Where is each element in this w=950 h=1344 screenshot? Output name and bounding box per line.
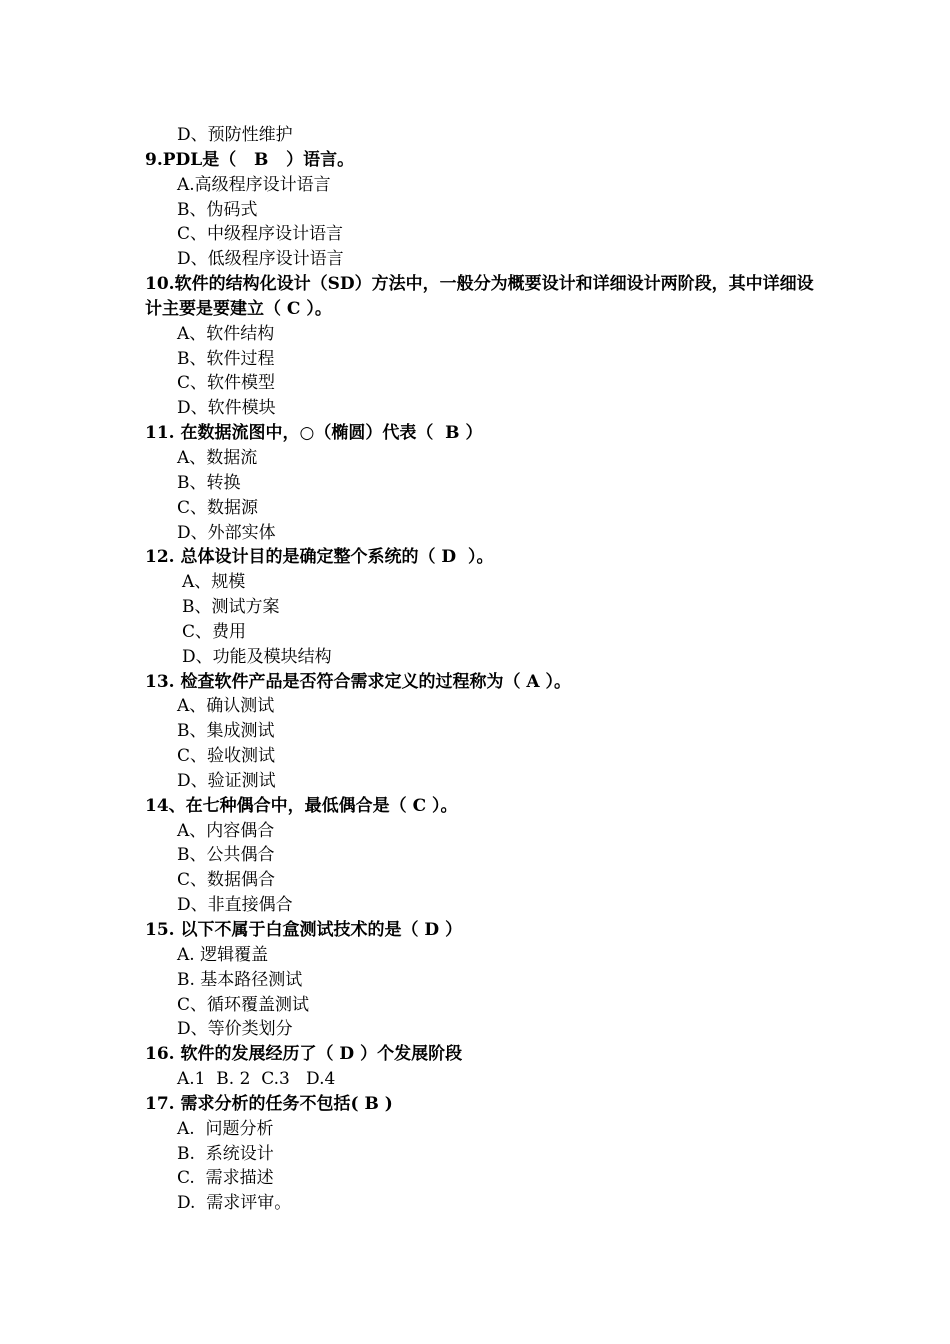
question-line: 14、在七种偶合中，最低偶合是（ C ）。 bbox=[145, 795, 458, 816]
option-line: A、软件结构 bbox=[177, 323, 275, 344]
option-line: A、确认测试 bbox=[177, 696, 275, 717]
option-line: D. 需求评审。 bbox=[177, 1193, 292, 1214]
option-line: D、验证测试 bbox=[177, 770, 276, 791]
question-line: 12. 总体设计目的是确定整个系统的（ D ）。 bbox=[145, 547, 494, 568]
option-line: B、转换 bbox=[177, 472, 241, 493]
option-line: A. 问题分析 bbox=[177, 1118, 274, 1139]
option-line: D、外部实体 bbox=[177, 522, 276, 543]
option-line: D、等价类划分 bbox=[177, 1019, 293, 1040]
option-line: B、公共偶合 bbox=[177, 845, 275, 866]
question-line: 10.软件的结构化设计（SD）方法中，一般分为概要设计和详细设计两阶段，其中详细设计主要是要建立（ C ）。 bbox=[145, 274, 814, 319]
option-line: B、测试方案 bbox=[182, 597, 280, 618]
option-line: C、验收测试 bbox=[177, 746, 276, 767]
question-list bbox=[145, 123, 825, 1216]
option-line: D、非直接偶合 bbox=[177, 895, 293, 916]
question-line: 17. 需求分析的任务不包括( B ) bbox=[145, 1093, 393, 1114]
option-line: B、伪码式 bbox=[177, 199, 258, 220]
question-line: 15. 以下不属于白盒测试技术的是（ D ） bbox=[145, 920, 463, 940]
option-line: A.1 B. 2 C.3 D.4 bbox=[177, 1069, 336, 1090]
option-line: B、软件过程 bbox=[177, 348, 275, 369]
question-line: 13. 检查软件产品是否符合需求定义的过程称为（ A ）。 bbox=[145, 671, 572, 692]
option-line: B、集成测试 bbox=[177, 721, 275, 742]
option-line: D、低级程序设计语言 bbox=[177, 249, 344, 270]
option-line: C、数据偶合 bbox=[177, 870, 276, 891]
question-line: 11. 在数据流图中，○（椭圆）代表（ B ） bbox=[145, 423, 483, 444]
option-line: C、软件模型 bbox=[177, 373, 276, 394]
option-line: A. 逻辑覆盖 bbox=[177, 944, 269, 965]
option-line: B. 基本路径测试 bbox=[177, 969, 303, 990]
option-line: C、中级程序设计语言 bbox=[177, 224, 344, 245]
option-line: C、费用 bbox=[182, 621, 247, 642]
question-line: 9.PDL是（ B ）语言。 bbox=[145, 149, 355, 170]
option-line: A、规模 bbox=[182, 572, 246, 593]
option-line: C、循环覆盖测试 bbox=[177, 994, 310, 1015]
option-line: D、预防性维护 bbox=[177, 125, 293, 145]
option-line: C、数据源 bbox=[177, 497, 259, 518]
option-line: A、数据流 bbox=[177, 447, 258, 468]
question-line: 16. 软件的发展经历了（ D ）个发展阶段 bbox=[145, 1044, 463, 1065]
option-line: A.高级程序设计语言 bbox=[177, 174, 331, 195]
option-line: A、内容偶合 bbox=[177, 820, 275, 841]
option-line: C. 需求描述 bbox=[177, 1168, 274, 1189]
option-line: D、功能及模块结构 bbox=[182, 646, 332, 667]
option-line: B. 系统设计 bbox=[177, 1143, 274, 1164]
option-line: D、软件模块 bbox=[177, 398, 276, 419]
